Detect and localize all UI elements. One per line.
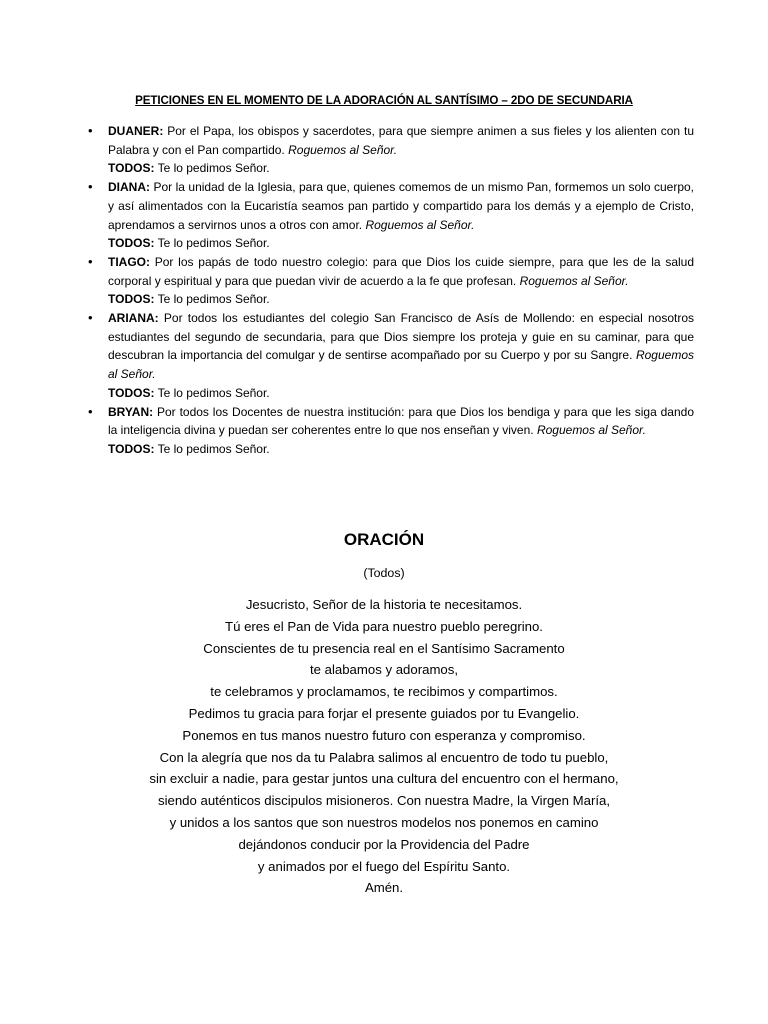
petition-invocation: Roguemos al Señor. <box>288 142 398 157</box>
prayer-body <box>0 594 768 899</box>
bullet-icon: • <box>88 179 93 195</box>
prayer-line: dejándonos conducir por la Providencia del Padre <box>238 836 530 852</box>
prayer-line: te alabamos y adoramos, <box>309 662 459 678</box>
todos-text: Te lo pedimos Señor. <box>154 292 270 307</box>
todos-response <box>108 440 694 459</box>
prayer-line: Amén. <box>364 880 404 896</box>
petition-text: Por los papás de todo nuestro colegio: para que Dios los cuide siempre, para que les de la salud corporal y espiritual y para que puedan vivir de acuerdo a la fe que profesan. <box>108 254 694 288</box>
todos-label: TODOS: <box>108 292 155 307</box>
prayer-line: y animados por el fuego del Espíritu Santo. <box>257 858 511 874</box>
petition-speaker: BRYAN: <box>108 404 154 419</box>
prayer-line: Con la alegría que nos da tu Palabra salimos al encuentro de todo tu pueblo, <box>159 749 609 765</box>
todos-text: Te lo pedimos Señor. <box>154 385 270 400</box>
todos-text: Te lo pedimos Señor. <box>154 236 270 251</box>
petition-text: Por todos los estudiantes del colegio San Francisco de Asís de Mollendo: en especial nosotros estudiantes del segundo de secundaria, para que Dios siempre los proteja y guie en su caminar, para que descubran la importancia del comulgar y de sentirse acompañado por su Cuerpo y por su Sangre. <box>108 311 694 363</box>
todos-response <box>108 290 694 309</box>
prayer-line: Conscientes de tu presencia real en el Santísimo Sacramento <box>203 640 565 656</box>
prayer-line: te celebramos y proclamamos, te recibimos y compartimos. <box>210 684 558 700</box>
petition-speaker: ARIANA: <box>108 311 159 326</box>
petition-invocation: Roguemos al Señor. <box>519 273 629 288</box>
petition-invocation: Roguemos al Señor. <box>108 348 694 382</box>
prayer-line: sin excluir a nadie, para gestar juntos una cultura del encuentro con el hermano, <box>149 771 619 787</box>
page-title: PETICIONES EN EL MOMENTO DE LA ADORACIÓN AL SANTÍSIMO – 2DO DE SECUNDARIA <box>135 94 633 107</box>
petition-item <box>88 403 694 459</box>
bullet-icon: • <box>88 123 93 138</box>
petition-invocation: Roguemos al Señor. <box>536 423 646 438</box>
prayer-subtitle: (Todos) <box>363 566 405 580</box>
petition-item <box>88 178 694 253</box>
petition-text: Por el Papa, los obispos y sacerdotes, para que siempre animen a sus fieles y los alienten con tu Palabra y con el Pan compartido. <box>108 124 694 157</box>
todos-label: TODOS: <box>108 441 155 456</box>
prayer-line: Pedimos tu gracia para forjar el presente guiados por tu Evangelio. <box>188 705 580 721</box>
todos-response <box>108 234 694 253</box>
bullet-icon: • <box>88 253 93 269</box>
todos-label: TODOS: <box>108 236 155 251</box>
petition-item <box>88 122 694 178</box>
petition-speaker: DIANA: <box>108 180 150 195</box>
prayer-title: ORACIÓN <box>343 530 425 549</box>
petitions-list <box>88 122 694 459</box>
todos-text: Te lo pedimos Señor. <box>154 161 270 176</box>
petition-speaker: TIAGO: <box>108 254 150 269</box>
todos-response <box>108 159 694 178</box>
petition-text: Por la unidad de la Iglesia, para que, quienes comemos de un mismo Pan, formemos un solo cuerpo, y así alimentados con la Eucaristía seamos pan partido y compartido para los demás y a ejemplo de Cristo, aprendamos a servirnos unos a otros con amor. <box>108 180 694 232</box>
prayer-line: siendo auténticos discipulos misioneros. Con nuestra Madre, la Virgen María, <box>157 793 611 809</box>
todos-label: TODOS: <box>108 385 155 400</box>
todos-text: Te lo pedimos Señor. <box>154 441 270 456</box>
petition-item <box>88 253 694 309</box>
bullet-icon: • <box>88 403 93 419</box>
bullet-icon: • <box>88 310 93 326</box>
prayer-line: Jesucristo, Señor de la historia te necesitamos. <box>245 597 523 612</box>
petition-speaker: DUANER: <box>108 124 164 138</box>
prayer-line: Ponemos en tus manos nuestro futuro con esperanza y compromiso. <box>182 727 586 743</box>
petition-item <box>88 309 694 403</box>
prayer-line: y unidos a los santos que son nuestros modelos nos ponemos en camino <box>169 814 599 830</box>
petition-text: Por todos los Docentes de nuestra institución: para que Dios los bendiga y para que les siga dando la inteligencia divina y puedan ser coherentes entre lo que nos enseñan y viven. <box>108 404 694 438</box>
petition-invocation: Roguemos al Señor. <box>365 217 475 232</box>
prayer-line: Tú eres el Pan de Vida para nuestro pueblo peregrino. <box>225 618 543 634</box>
todos-response <box>108 384 694 403</box>
todos-label: TODOS: <box>108 161 155 176</box>
